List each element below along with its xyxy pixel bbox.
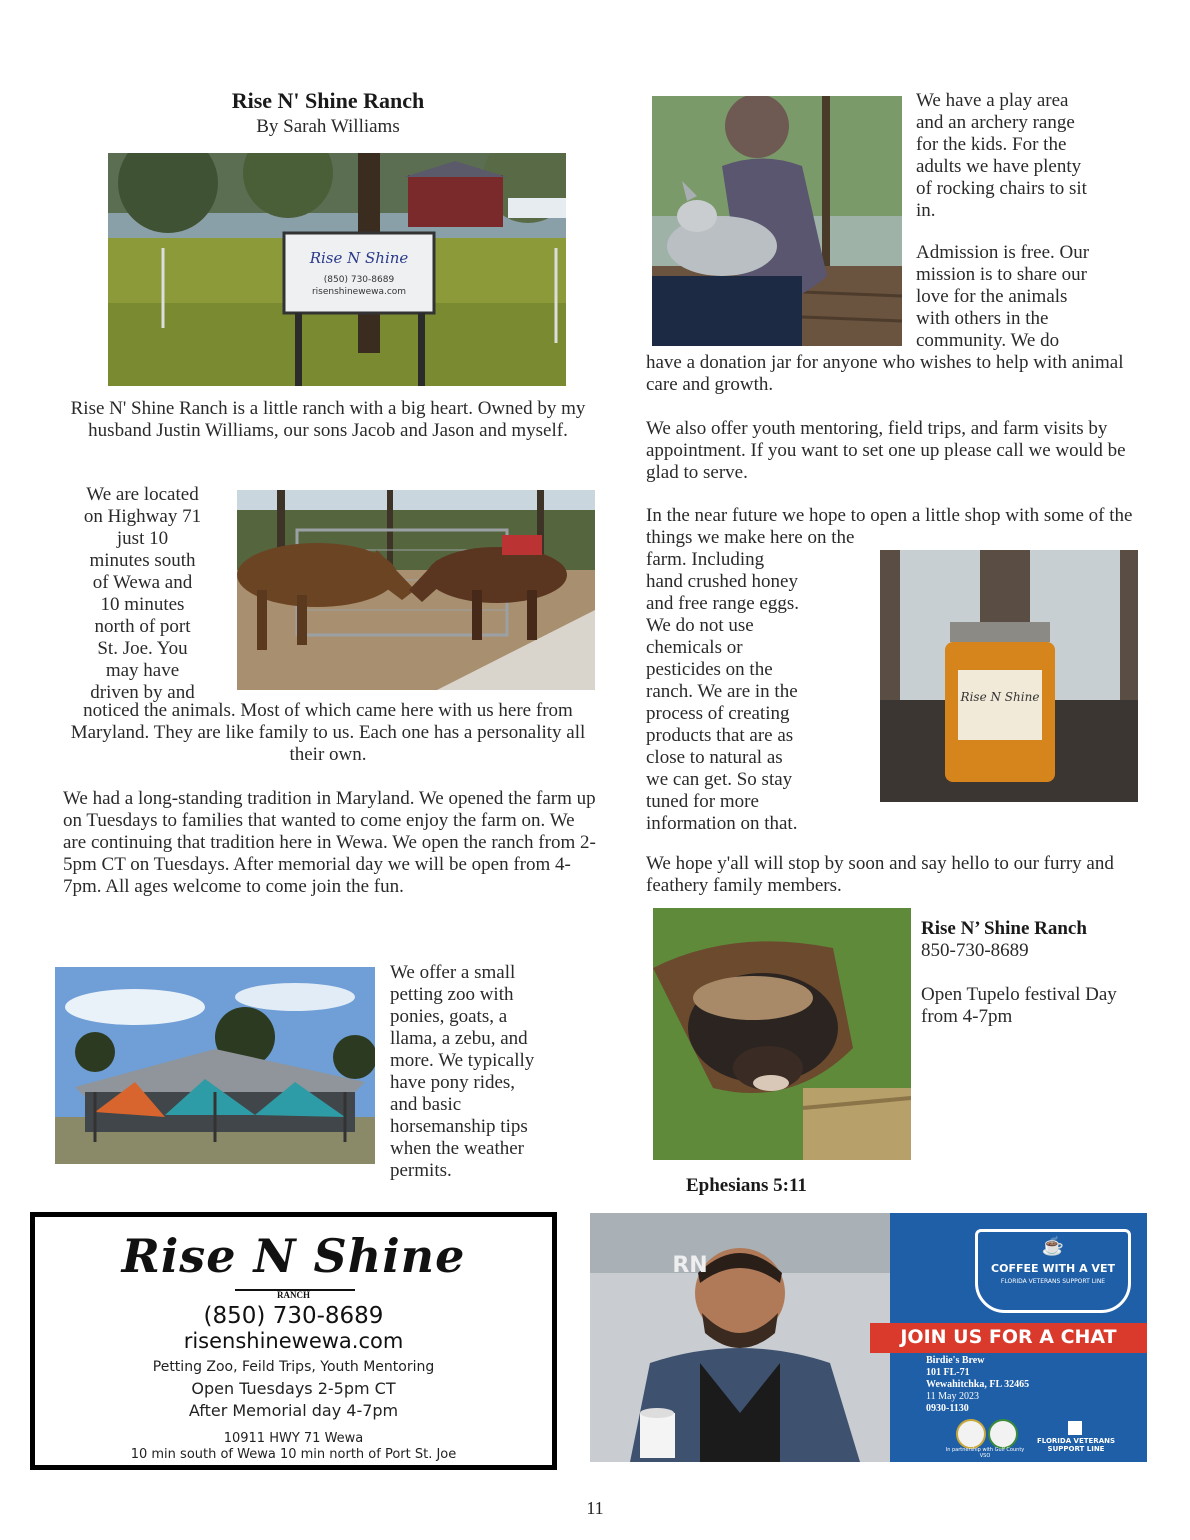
coffee-cup-icon: ☕ (1041, 1236, 1065, 1256)
location-line: of Wewa and (92, 572, 193, 593)
ad-ranch-directions: 10 min south of Wewa 10 min north of Port St. Joe (130, 1447, 457, 1462)
shop-line: products that are as (646, 725, 794, 746)
article-title: Rise N' Shine Ranch (231, 88, 425, 113)
admission-line: Admission is free. Our (916, 242, 1090, 263)
play-line: We have a play area (916, 90, 1069, 111)
location-line: minutes south (89, 550, 196, 571)
event-date: 11 May 2023 (926, 1391, 979, 1402)
gulf-county-seal-icon (956, 1419, 986, 1449)
ad-ranch-hours-2: After Memorial day 4-7pm (188, 1401, 399, 1420)
event-venue: Birdie's Brew (926, 1355, 985, 1366)
shop-line: chemicals or (646, 637, 743, 658)
admission-line: love for the animals (916, 286, 1068, 307)
play-line: of rocking chairs to sit (916, 178, 1087, 199)
veterans-line-text: FLORIDA VETERANS SUPPORT LINE (1036, 1437, 1116, 1453)
petting-line: and basic (390, 1094, 462, 1115)
admission-line: community. We do (916, 330, 1060, 351)
contact-phone: 850-730-8689 (921, 940, 1029, 961)
event-street: 101 FL-71 (926, 1367, 970, 1378)
chat-banner-text: JOIN US FOR A CHAT (900, 1326, 1117, 1348)
vet-photo (590, 1213, 890, 1462)
contact-block (921, 918, 1161, 1028)
badge-subtitle: FLORIDA VETERANS SUPPORT LINE (1000, 1278, 1106, 1285)
contact-name: Rise N’ Shine Ranch (921, 918, 1087, 939)
sign-phone-text: (850) 730-8689 (323, 275, 395, 285)
petting-line: We offer a small (390, 962, 516, 983)
vso-seal-icon (988, 1419, 1018, 1449)
shop-line: farm. Including (646, 549, 765, 570)
ranch-sign-photo (108, 153, 566, 386)
location-line: St. Joe. You (97, 638, 188, 659)
event-city: Wewahitchka, FL 32465 (926, 1379, 1030, 1390)
location-line: We are located (86, 484, 199, 505)
boy-goat-photo (652, 96, 902, 346)
jar-label-text: Rise N Shine (960, 690, 1040, 704)
chat-banner (870, 1323, 1147, 1353)
ad-ranch-address: 10911 HWY 71 Wewa (223, 1431, 364, 1446)
admission-line: mission is to share our (916, 264, 1087, 285)
vet-shirt-text: RN (672, 1253, 708, 1278)
ad-ranch-logo-sub: RANCH (277, 1290, 310, 1300)
petting-line: permits. (390, 1160, 452, 1181)
location-line: north of port (94, 616, 191, 637)
petting-line: llama, a zebu, and (390, 1028, 528, 1049)
play-line: adults we have plenty (916, 156, 1082, 177)
ad-ranch-logo: Rise N Shine (121, 1229, 466, 1283)
shop-line: close to natural as (646, 747, 783, 768)
event-time: 0930-1130 (926, 1403, 969, 1414)
vet-advert (590, 1213, 1147, 1462)
admission-paragraph (916, 242, 1161, 352)
bible-verse: Ephesians 5:11 (686, 1175, 807, 1196)
location-line: on Highway 71 (83, 506, 202, 527)
intro-paragraph: Rise N' Shine Ranch is a little ranch with a big heart. Owned by my husband Justin Williams, our sons Jacob and Jason and myself. (70, 398, 586, 441)
play-line: in. (916, 200, 936, 221)
petting-line: more. We typically (390, 1050, 535, 1071)
ad-ranch-phone: (850) 730-8689 (203, 1303, 384, 1329)
ad-ranch-services: Petting Zoo, Feild Trips, Youth Mentoring (152, 1359, 435, 1375)
location-continued: noticed the animals. Most of which came here with us here from Maryland. They are like family to us. Each one has a personality all their own. (70, 700, 586, 765)
shop-line: pesticides on the (646, 659, 773, 680)
shop-line: information on that. (646, 813, 798, 834)
petting-zoo-paragraph (390, 962, 600, 1182)
ranch-advert (30, 1212, 557, 1470)
play-line: for the kids. For the (916, 134, 1067, 155)
shop-paragraph (646, 549, 876, 835)
event-details (926, 1355, 1126, 1415)
ad-ranch-website: risenshinewewa.com (183, 1329, 404, 1353)
ad-ranch-hours-1: Open Tuesdays 2-5pm CT (191, 1379, 396, 1398)
sign-website-text: risenshinewewa.com (311, 287, 407, 297)
shop-line: We do not use (646, 615, 754, 636)
coffee-badge (975, 1229, 1131, 1313)
contact-event: Open Tupelo festival Day from 4-7pm (921, 984, 1117, 1027)
shop-line: we can get. So stay (646, 769, 793, 790)
petting-line: horsemanship tips (390, 1116, 528, 1137)
play-line: and an archery range (916, 112, 1075, 133)
article-title-block (60, 88, 596, 138)
petting-line: petting zoo with (390, 984, 514, 1005)
page-number: 11 (586, 1498, 604, 1518)
shop-line: and free range eggs. (646, 593, 799, 614)
closing-paragraph: We hope y'all will stop by soon and say hello to our furry and feathery family members. (646, 853, 1114, 896)
admission-line: with others in the (916, 308, 1049, 329)
location-paragraph (60, 484, 225, 704)
location-line: driven by and (90, 682, 195, 703)
partner-text: In partnership with Gulf County VSO (945, 1447, 1025, 1459)
article-byline: By Sarah Williams (256, 116, 400, 137)
admission-continued: have a donation jar for anyone who wishes to help with animal care and growth. (646, 352, 1124, 395)
pavilion-photo (55, 967, 375, 1164)
petting-line: have pony rides, (390, 1072, 516, 1093)
badge-title: COFFEE WITH A VET (991, 1262, 1115, 1275)
honey-jar-photo (880, 550, 1138, 802)
shop-line: tuned for more (646, 791, 759, 812)
shop-line: ranch. We are in the (646, 681, 798, 702)
shop-line: hand crushed honey (646, 571, 798, 592)
veterans-line-icon (1068, 1421, 1082, 1435)
play-area-paragraph (916, 90, 1161, 222)
petting-line: ponies, goats, a (390, 1006, 508, 1027)
shop-line: process of creating (646, 703, 790, 724)
horses-photo (237, 490, 595, 690)
youth-paragraph: We also offer youth mentoring, field trips, and farm visits by appointment. If you want to set one up please call we would be glad to serve. (646, 418, 1126, 483)
llama-photo (653, 908, 911, 1160)
location-line: 10 minutes (100, 594, 185, 615)
petting-line: when the weather (390, 1138, 524, 1159)
tradition-paragraph: We had a long-standing tradition in Maryland. We opened the farm up on Tuesdays to families that wanted to come enjoy the farm on. We are continuing that tradition here in Wewa. We open the ranch from 2-5pm CT on Tuesdays. After memorial day we will be open from 4-7pm. All ages welcome to come join the fun. (63, 788, 596, 897)
shop-intro: In the near future we hope to open a little shop with some of the things we make here on the (646, 505, 1133, 548)
location-line: just 10 (116, 528, 169, 549)
location-line: may have (105, 660, 180, 681)
sign-logo-text: Rise N Shine (309, 249, 409, 267)
